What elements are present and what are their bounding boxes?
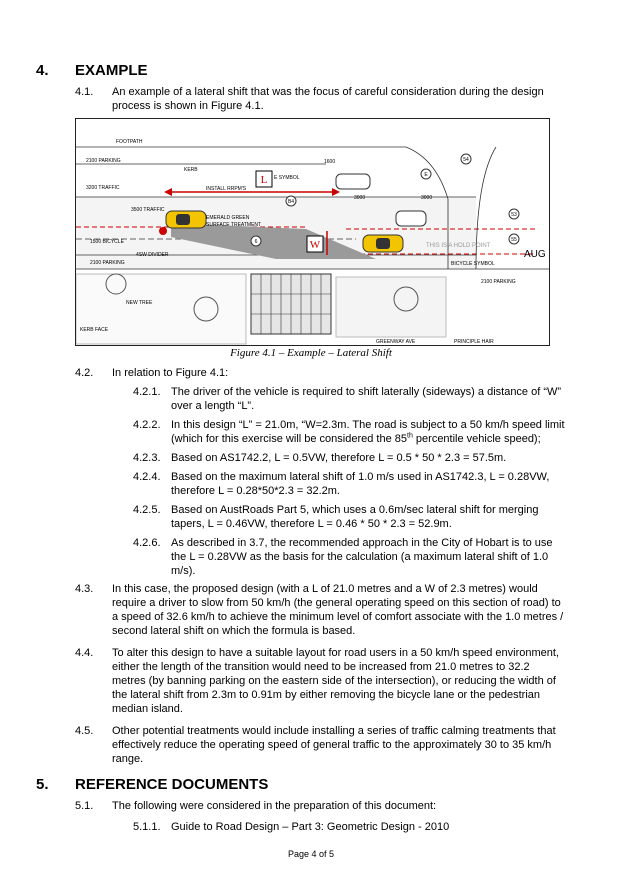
label-divider: 4SW DIVIDER <box>136 252 169 258</box>
subitem-line: Guide to Road Design – Part 3: Geometric Design - 2010 <box>171 821 450 833</box>
para-number: 5.1. <box>75 800 94 812</box>
para-line: the lateral shift from 2.3m to 0.91m by either removing the bicycle lane or the pedestrian <box>112 689 540 701</box>
para-text: The following were considered in the preparation of this document: <box>112 800 437 812</box>
para-line: Other potential treatments would include installing a series of traffic calming treatments that <box>112 725 556 737</box>
yellow-car-left <box>166 211 206 228</box>
W-label: W <box>309 239 321 251</box>
para-line: require a driver to slow from 50 km/h (the general operating speed on this section of road) to <box>112 597 561 609</box>
tag-b4: B4 <box>287 199 295 205</box>
para-line: median island. <box>112 703 183 715</box>
para-text: In relation to Figure 4.1: <box>112 367 229 379</box>
subitem-line: As described in 3.7, the recommended approach in the City of Hobart is to use <box>171 537 553 549</box>
label-install: INSTALL RRPM'S <box>206 186 247 192</box>
subitem-number: 4.2.2. <box>133 419 161 431</box>
subitem-line: therefore L = 0.28*50*2.3 = 32.2m. <box>171 485 340 497</box>
label-footpath: FOOTPATH <box>116 139 143 145</box>
page-footer: Page 4 of 5 <box>287 849 335 859</box>
label-traffic: 3200 TRAFFIC <box>86 185 120 191</box>
subitem-text: percentile vehicle speed); <box>412 433 541 445</box>
subitem-line <box>171 432 541 446</box>
label-new-tree: NEW TREE <box>126 300 153 306</box>
label-kerb-face: KERB FACE <box>80 327 109 333</box>
L-label: L <box>260 174 268 186</box>
subitem-text: (which for this exercise will be considered the 85 <box>171 433 408 445</box>
label-kerb: KERB <box>184 167 198 173</box>
section-title: EXAMPLE <box>75 62 148 79</box>
subitem-number: 4.2.5. <box>133 504 161 516</box>
subitem-number: 4.2.6. <box>133 537 161 549</box>
subitem-number: 4.2.1. <box>133 386 161 398</box>
label-surface: SURFACE TREATMENT <box>206 222 262 228</box>
label-greenway: GREENWAY AVE <box>376 339 416 345</box>
arrow-head-left <box>164 188 172 196</box>
label-traffic-b: 3500 TRAFFIC <box>131 207 165 213</box>
tag-e: E <box>424 172 428 178</box>
yellow-car-right <box>363 235 403 252</box>
section-title: REFERENCE DOCUMENTS <box>75 776 269 793</box>
para-line: second lateral shift on which the formula is based. <box>112 625 356 637</box>
para-line: metres (by banning parking on the eastern side of the intersection), or reducing the width of <box>112 675 556 687</box>
kerb-curve-right <box>476 147 496 269</box>
section-number: 5. <box>36 776 49 793</box>
subitem-line: In this design “L” = 21.0m, “W=2.3m. The road is subject to a 50 km/h speed limit <box>171 419 565 431</box>
para-line: either the length of the transition would need to be increased from 21.0 metres to 32.2 <box>112 661 530 673</box>
tag-6: 6 <box>254 239 258 245</box>
tag-54: 54 <box>463 157 469 163</box>
red-marker <box>159 227 167 235</box>
label-dim-1600: 1600 <box>324 159 336 165</box>
para-line: a speed of 32.6 km/h to achieve the minimum level of comfort associate with the 1.0 metres / <box>112 611 564 623</box>
label-hold: THIS IS A HOLD POINT <box>426 243 491 249</box>
subitem-number: 5.1.1. <box>133 821 161 833</box>
subitem-line: m/s). <box>171 565 196 577</box>
label-bicycle-symbol: BICYCLE SYMBOL <box>451 261 495 267</box>
tag-53: 53 <box>511 212 517 218</box>
subitem-line: Based on AS1742.2, L = 0.5VW, therefore L = 0.5 * 50 * 2.3 = 57.5m. <box>171 452 507 464</box>
section-number: 4. <box>36 62 49 79</box>
label-principle: PRINCIPLE HAIR <box>454 339 494 345</box>
figure-drawing <box>75 118 550 346</box>
tag-55: 55 <box>511 237 517 243</box>
label-parking-right: 2100 PARKING <box>481 279 516 285</box>
para-line: To alter this design to have a suitable layout for road users in a 50 km/h speed environment, <box>112 647 559 659</box>
subitem-line: tapers, L = 0.46VW, therefore L = 0.46 * 50 * 2.3 = 52.9m. <box>171 518 452 530</box>
label-emerald: EMERALD GREEN <box>206 215 250 221</box>
label-dim-3000b: 3000 <box>421 195 433 201</box>
bridge-structure <box>251 274 331 334</box>
subitem-line: Based on AustRoads Part 5, which uses a 0.6m/sec lateral shift for merging <box>171 504 539 516</box>
label-parking-top: 2100 PARKING <box>86 158 121 164</box>
para-number: 4.5. <box>75 725 94 737</box>
para-line: In this case, the proposed design (with a L of 21.0 metres and a W of 2.3 metres) would <box>112 583 538 595</box>
paving-area <box>336 277 446 337</box>
figure-caption: Figure 4.1 – Example – Lateral Shift <box>230 347 392 359</box>
para-number: 4.2. <box>75 367 94 379</box>
arrow-head-right <box>332 188 340 196</box>
label-dim-3000: 3000 <box>354 195 366 201</box>
para-number: 4.3. <box>75 583 94 595</box>
para-text: An example of a lateral shift that was the focus of careful consideration during the design process is shown in Figure 4.1. <box>112 86 544 112</box>
superscript: th <box>407 432 413 440</box>
subitem-line: The driver of the vehicle is required to shift laterally (sideways) a distance of “W” <box>171 386 562 398</box>
label-symbol: E SYMBOL <box>274 175 300 181</box>
subitem-line: over a length “L”. <box>171 400 255 412</box>
label-parking-bottom: 2100 PARKING <box>90 260 125 266</box>
para-number: 4.4. <box>75 647 94 659</box>
planting-area <box>76 274 246 344</box>
subitem-number: 4.2.3. <box>133 452 161 464</box>
para-line: range. <box>112 753 144 765</box>
subitem-number: 4.2.4. <box>133 471 161 483</box>
subitem-line: the L = 0.28VW as the basis for the calculation (a maximum lateral shift of 1.0 <box>171 551 549 563</box>
label-bicycle: 1500 BICYCLE <box>90 239 124 245</box>
para-line: effectively reduce the operating speed of general traffic to the approximately 30 to 35 km/h <box>112 739 552 751</box>
subitem-line: Based on the maximum lateral shift of 1.0 m/s used in AS1742.3, L = 0.28VW, <box>171 471 550 483</box>
para-number: 4.1. <box>75 86 94 98</box>
label-aug: AUG <box>524 249 546 260</box>
